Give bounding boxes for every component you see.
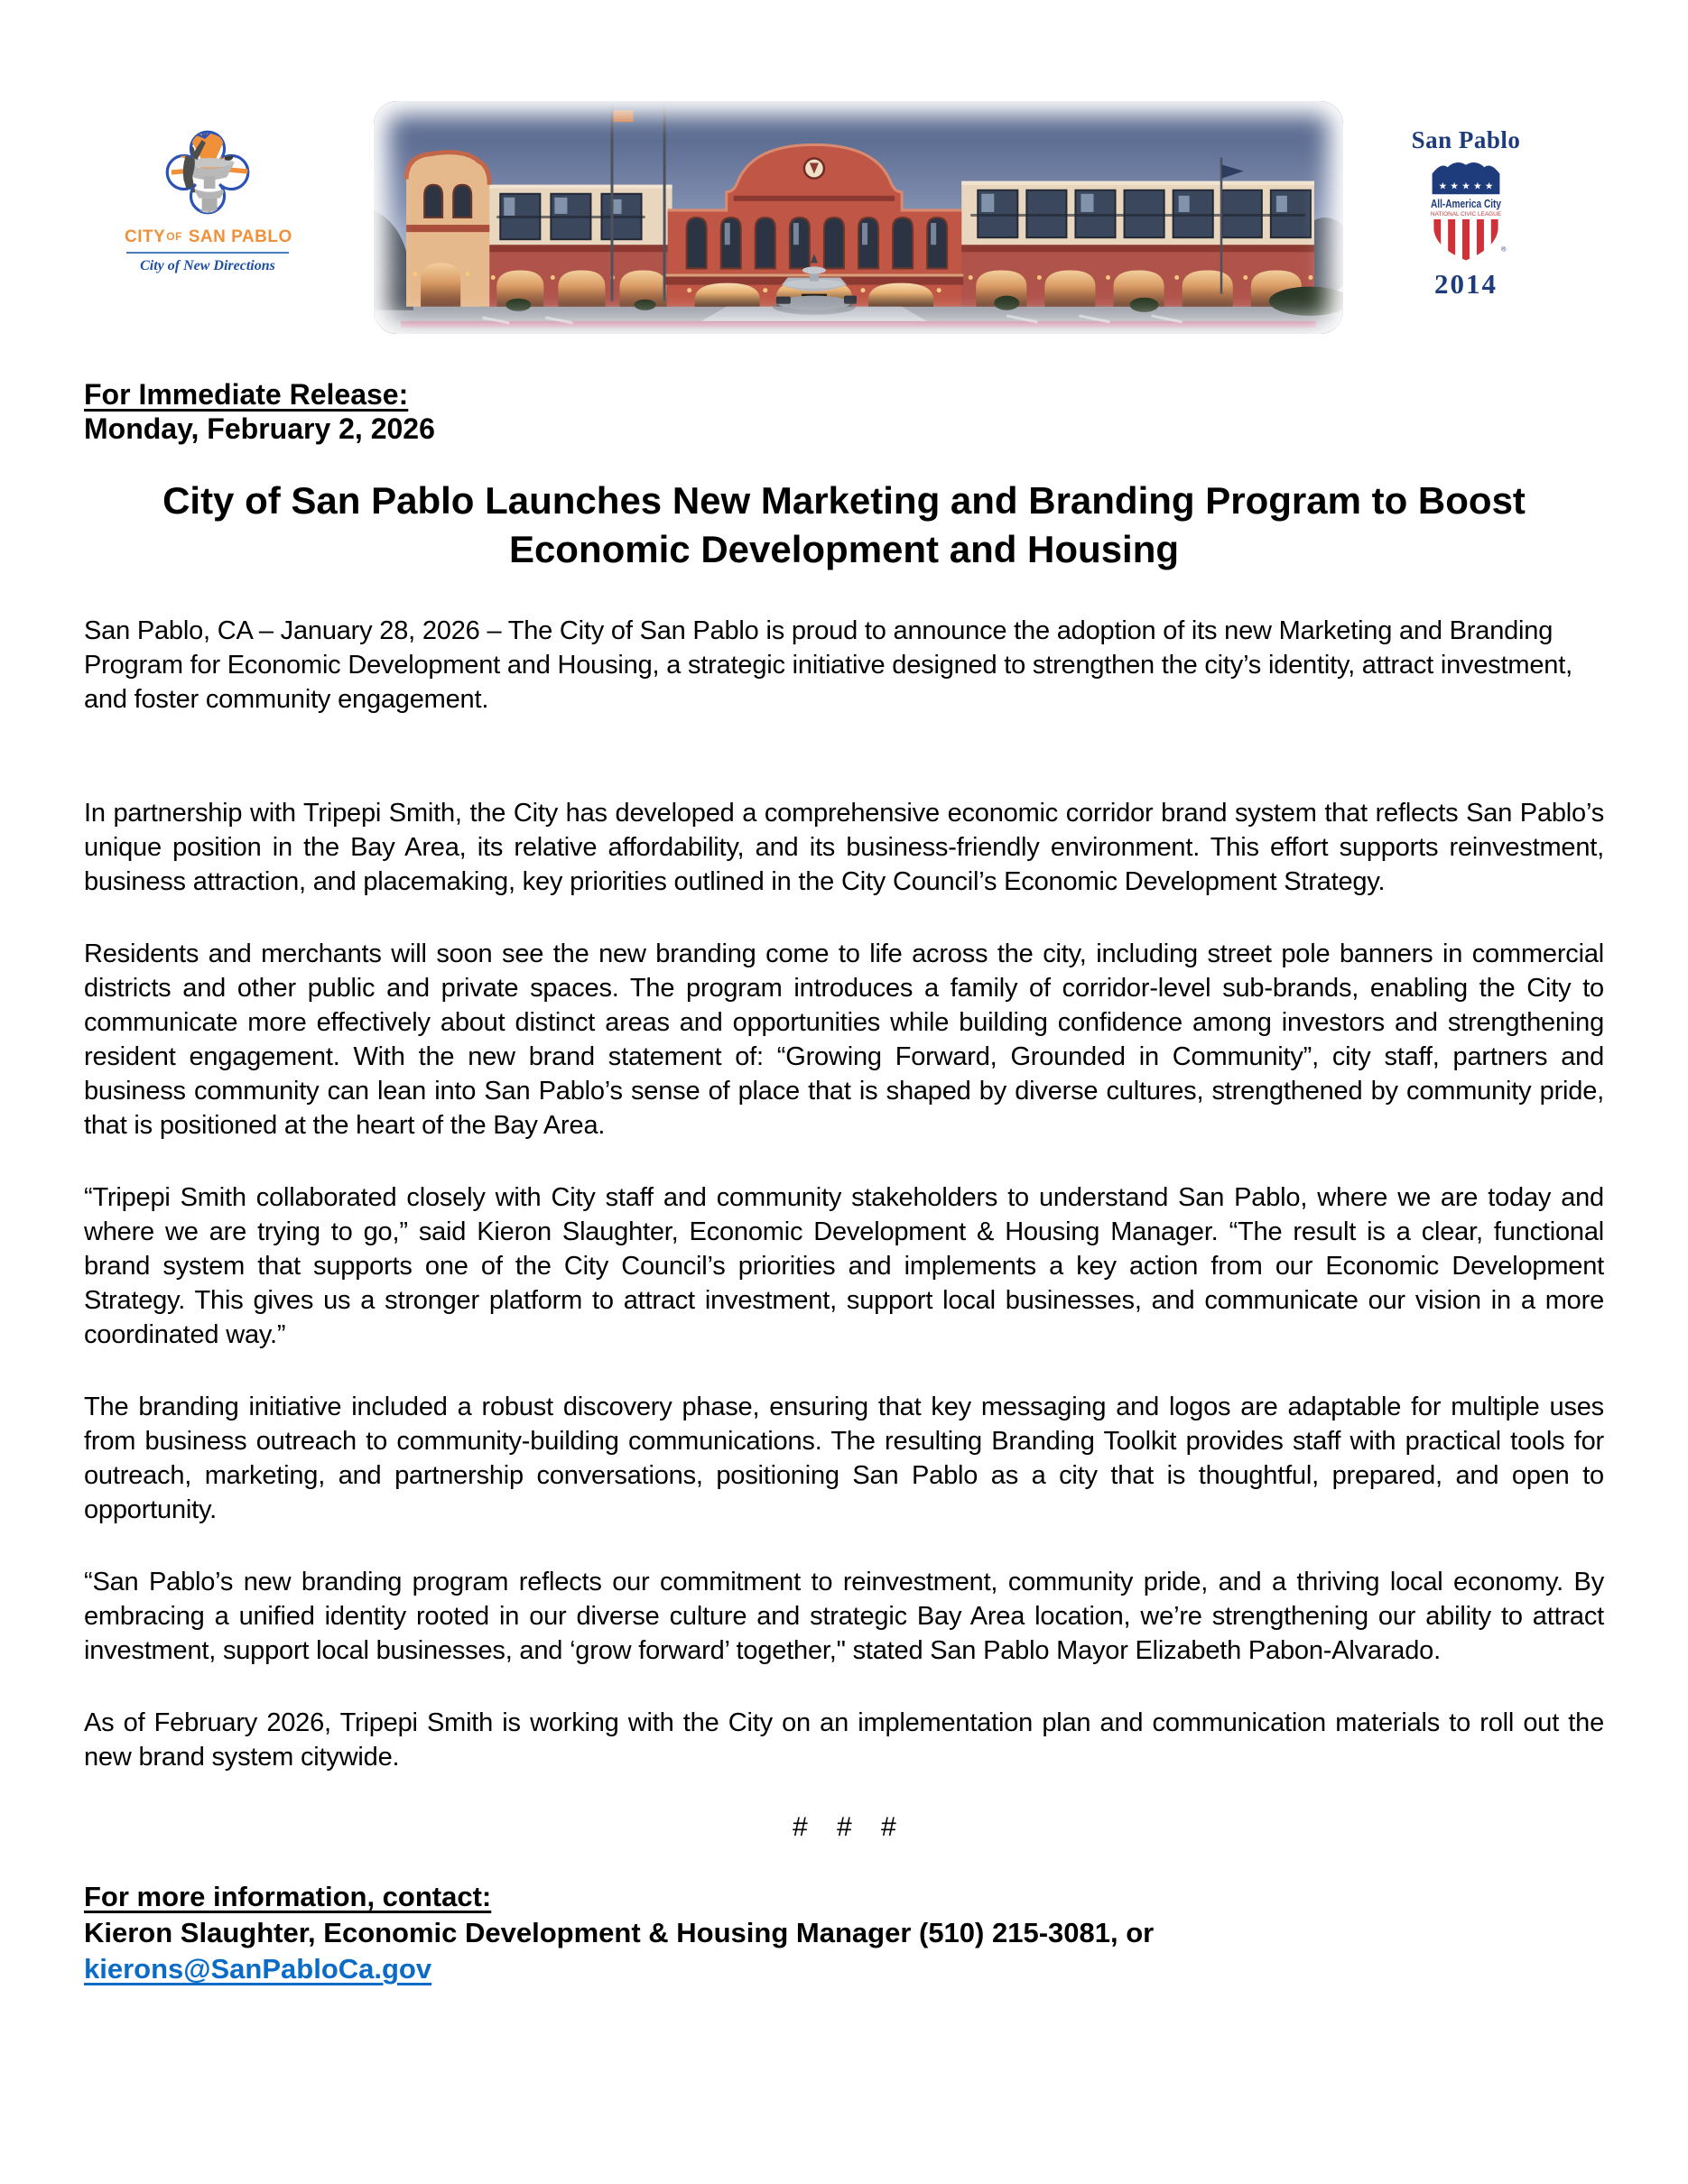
- aac-award-text: All-America City: [1430, 196, 1502, 210]
- all-america-city-shield-icon: [1415, 156, 1516, 266]
- aac-registered-mark: ®: [1501, 245, 1507, 254]
- paragraph-quote-mayor: “San Pablo’s new branding program reflects our commitment to reinvestment, community pride, and a thriving local economy. By embracing a unified identity rooted in our diverse culture and strategic Bay Area location, we’re strengthening our ability to attract investment, support local businesses, and ‘grow forward’ together," stated San Pablo Mayor Elizabeth Pabon-Alvarado.: [84, 1568, 1604, 1665]
- end-marker: # # #: [792, 1812, 896, 1842]
- logo-divider-rule: [126, 252, 289, 254]
- headline-line1: City of San Pablo Launches New Marketing and Branding Program to Boost: [162, 479, 1526, 522]
- city-seal-icon: [160, 125, 255, 220]
- contact-block: [84, 1879, 1604, 1987]
- all-america-city-logo: [1388, 126, 1544, 301]
- city-hall-photo-illustration: [374, 101, 1343, 334]
- paragraph-toolkit: The branding initiative included a robust discovery phase, ensuring that key messaging and logos are adaptable for multiple uses from business outreach to community-building communications. The resulting Branding Toolkit provides staff with practical tools for outreach, marketing, and partnership conversations, positioning San Pablo as a city that is thoughtful, prepared, and open to opportunity.: [84, 1393, 1604, 1524]
- paragraph-quote-slaughter: “Tripepi Smith collaborated closely with City staff and community stakeholders to understand San Pablo, where we are today and where we are trying to go,” said Kieron Slaughter, Economic Development & Housing Manager. “The result is a clear, functional brand system that supports one of the City Council’s priorities and implements a key action from our Economic Development Strategy. This gives us a stronger platform to attract investment, support local businesses, and communicate our vision in a more coordinated way.”: [84, 1183, 1604, 1349]
- city-tagline: City of New Directions: [140, 258, 275, 273]
- paragraph-partnership: In partnership with Tripepi Smith, the City has developed a comprehensive economic corridor brand system that reflects San Pablo’s unique position in the Bay Area, its relative affordability, and its business-friendly environment. This effort supports reinvestment, business attraction, and placemaking, key priorities outlined in the City Council’s Economic Development Strategy.: [84, 799, 1604, 896]
- city-hall-photo: [374, 101, 1343, 334]
- release-block: [84, 377, 1604, 446]
- contact-heading: For more information, contact:: [84, 1881, 492, 1912]
- email-link[interactable]: kierons@SanPabloCa.gov: [84, 1953, 432, 1985]
- headline: [84, 477, 1604, 574]
- aac-year: 2014: [1434, 268, 1498, 300]
- aac-org-text: NATIONAL CIVIC LEAGUE: [1430, 210, 1502, 217]
- aac-stars: ★ ★ ★ ★ ★: [1438, 180, 1494, 192]
- document-body: [84, 377, 1604, 1987]
- paragraph-dateline: San Pablo, CA – January 28, 2026 – The City of San Pablo is proud to announce the adoption of its new Marketing and Branding Program for Economic Development and Housing, a strategic initiative designed to strengthen the city’s identity, attract investment, and foster community engagement.: [84, 616, 1572, 714]
- city-wordmark: CITYOF SAN PABLO: [125, 227, 292, 246]
- aac-city-name: San Pablo: [1411, 126, 1521, 153]
- contact-line: Kieron Slaughter, Economic Development & Housing Manager (510) 215-3081, or: [84, 1917, 1155, 1948]
- release-label: For Immediate Release:: [84, 378, 409, 411]
- city-of-san-pablo-logo: [125, 125, 291, 274]
- headline-line2: Economic Development and Housing: [508, 528, 1180, 570]
- release-date: Monday, February 2, 2026: [84, 412, 435, 445]
- paragraph-residents: Residents and merchants will soon see the new branding come to life across the city, including street pole banners in commercial districts and other public and private spaces. The program introduces a family of corridor-level sub-brands, enabling the City to communicate more effectively about distinct areas and opportunities while building confidence among investors and strengthening resident engagement. With the new brand statement of: “Growing Forward, Grounded in Community”, city staff, partners and business community can lean into San Pablo’s sense of place that is shaped by diverse cultures, strengthened by community pride, that is positioned at the heart of the Bay Area.: [84, 939, 1604, 1140]
- paragraph-implementation: As of February 2026, Tripepi Smith is working with the City on an implementation plan and communication materials to roll out the new brand system citywide.: [84, 1708, 1604, 1772]
